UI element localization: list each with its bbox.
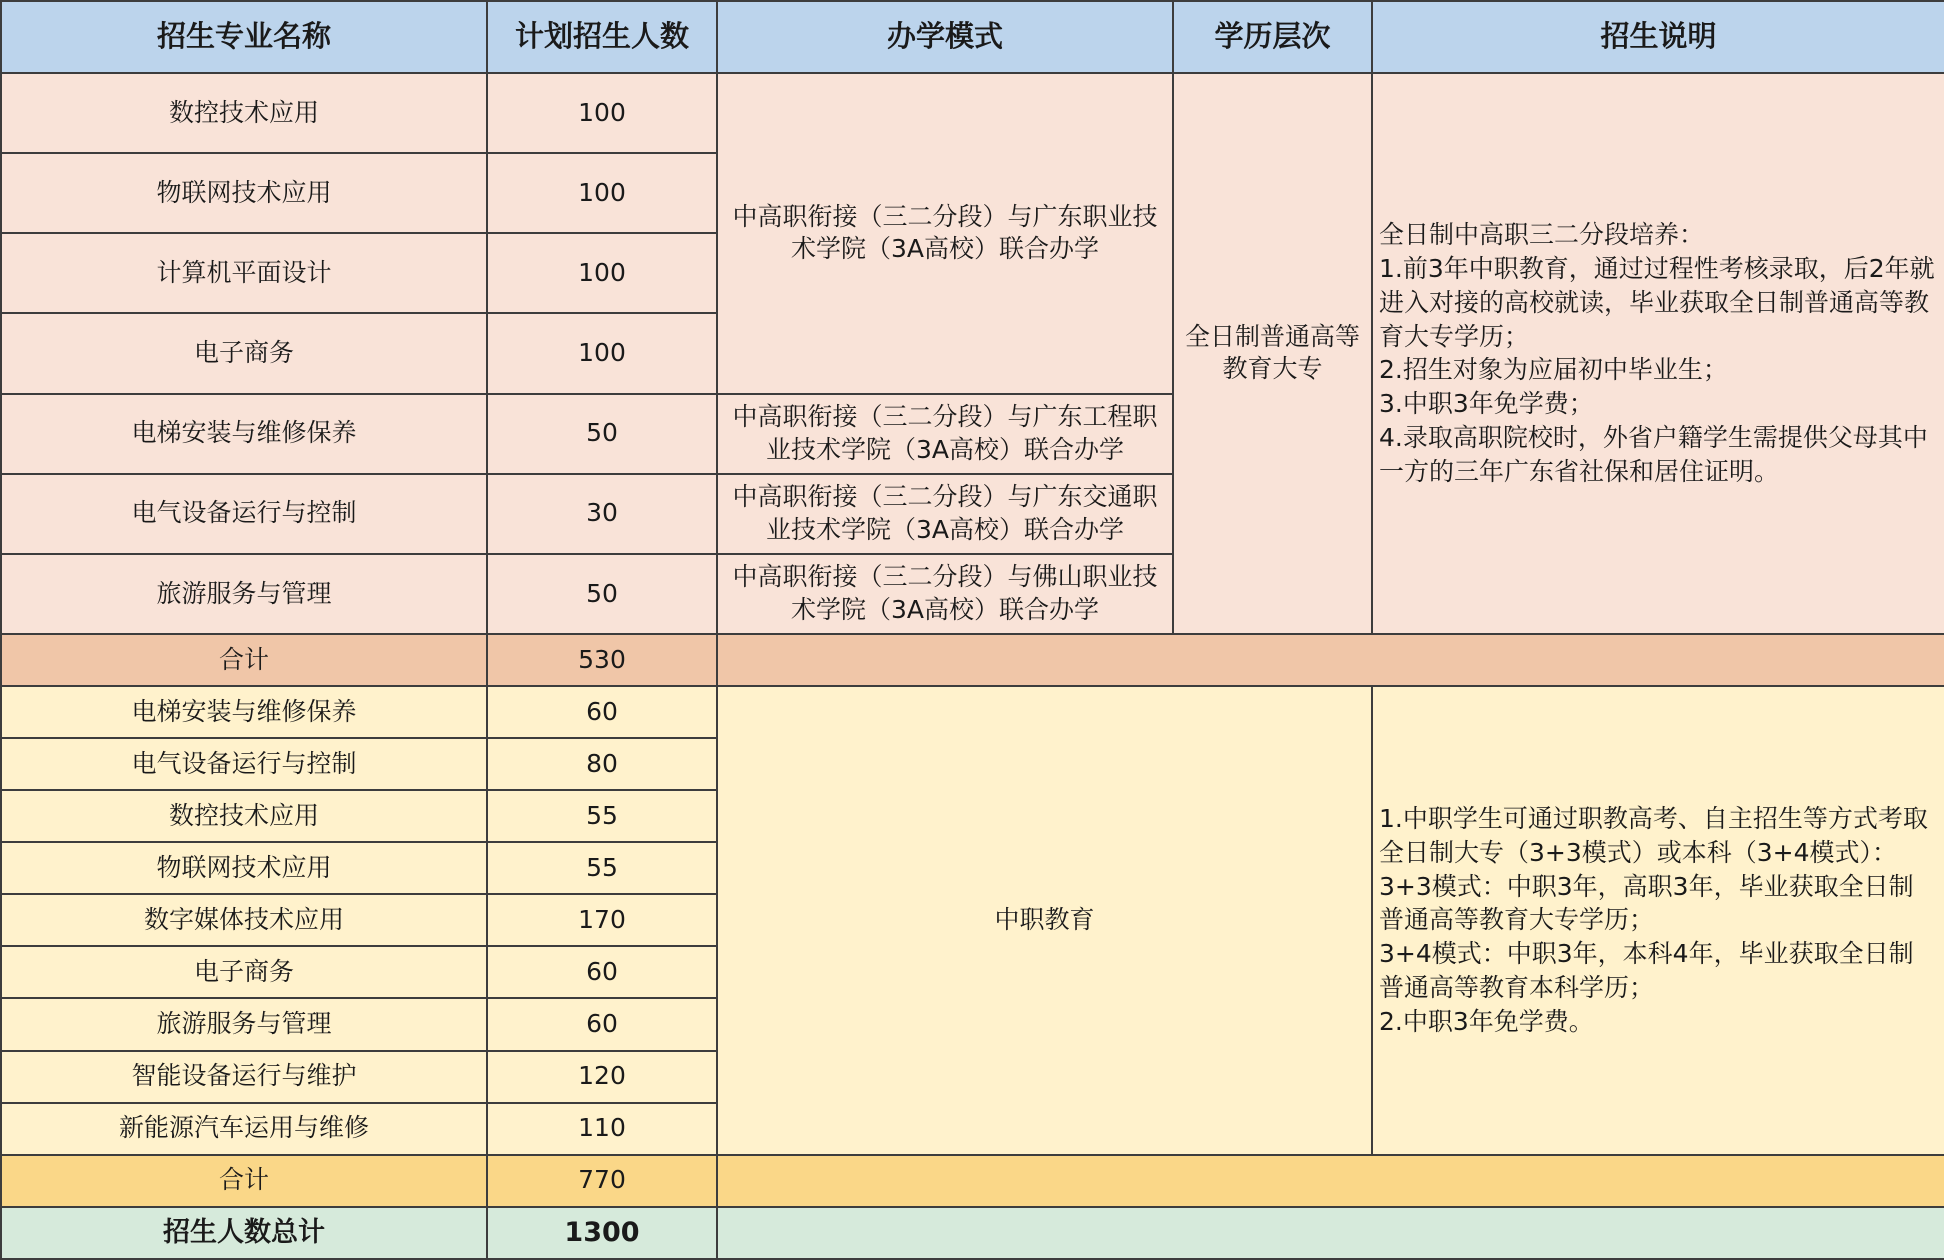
major-cell: 数控技术应用 xyxy=(1,790,487,842)
count-cell: 60 xyxy=(487,998,717,1050)
count-cell: 100 xyxy=(487,313,717,393)
count-cell: 60 xyxy=(487,686,717,738)
count-cell: 80 xyxy=(487,738,717,790)
table-row xyxy=(1,73,1944,153)
header-note: 招生说明 xyxy=(1372,1,1944,73)
subtotal-row xyxy=(1,1155,1944,1207)
count-cell: 30 xyxy=(487,474,717,554)
count-cell: 50 xyxy=(487,394,717,474)
major-cell: 数字媒体技术应用 xyxy=(1,894,487,946)
level-cell: 全日制普通高等教育大专 xyxy=(1173,73,1372,634)
mode-cell: 中高职衔接（三二分段）与广东工程职业技术学院（3A高校）联合办学 xyxy=(717,394,1173,474)
count-cell: 100 xyxy=(487,73,717,153)
mode-cell: 中高职衔接（三二分段）与广东职业技术学院（3A高校）联合办学 xyxy=(717,73,1173,394)
note-cell: 1.中职学生可通过职教高考、自主招生等方式考取全日制大专（3+3模式）或本科（3+4模式）： 3+3模式：中职3年，高职3年，毕业获取全日制普通高等教育大专学历； 3+4模式：中职3年，本科4年，毕业获取全日制普通高等教育本科学历； 2.中职3年免学费。 xyxy=(1372,686,1944,1155)
subtotal-label: 合计 xyxy=(1,1155,487,1207)
subtotal-empty xyxy=(717,1155,1944,1207)
grand-total-row xyxy=(1,1207,1944,1259)
header-row xyxy=(1,1,1944,73)
subtotal-empty xyxy=(717,634,1944,686)
count-cell: 55 xyxy=(487,790,717,842)
note-cell: 全日制中高职三二分段培养： 1.前3年中职教育，通过过程性考核录取，后2年就进入对接的高校就读，毕业获取全日制普通高等教育大专学历； 2.招生对象为应届初中毕业生； 3.中职3年免学费； 4.录取高职院校时，外省户籍学生需提供父母其中一方的三年广东省社保和居住证明。 xyxy=(1372,73,1944,634)
major-cell: 物联网技术应用 xyxy=(1,842,487,894)
count-cell: 55 xyxy=(487,842,717,894)
count-cell: 60 xyxy=(487,946,717,998)
table-row xyxy=(1,686,1944,738)
subtotal-value: 770 xyxy=(487,1155,717,1207)
major-cell: 智能设备运行与维护 xyxy=(1,1051,487,1103)
count-cell: 50 xyxy=(487,554,717,634)
mode-cell: 中高职衔接（三二分段）与广东交通职业技术学院（3A高校）联合办学 xyxy=(717,474,1173,554)
major-cell: 物联网技术应用 xyxy=(1,153,487,233)
grand-total-label: 招生人数总计 xyxy=(1,1207,487,1259)
count-cell: 100 xyxy=(487,233,717,313)
count-cell: 170 xyxy=(487,894,717,946)
count-cell: 100 xyxy=(487,153,717,233)
header-level: 学历层次 xyxy=(1173,1,1372,73)
major-cell: 旅游服务与管理 xyxy=(1,554,487,634)
header-count: 计划招生人数 xyxy=(487,1,717,73)
major-cell: 数控技术应用 xyxy=(1,73,487,153)
major-cell: 计算机平面设计 xyxy=(1,233,487,313)
count-cell: 110 xyxy=(487,1103,717,1155)
major-cell: 电气设备运行与控制 xyxy=(1,738,487,790)
grand-total-empty xyxy=(717,1207,1944,1259)
mode-cell: 中高职衔接（三二分段）与佛山职业技术学院（3A高校）联合办学 xyxy=(717,554,1173,634)
major-cell: 新能源汽车运用与维修 xyxy=(1,1103,487,1155)
grand-total-value: 1300 xyxy=(487,1207,717,1259)
mode-cell: 中职教育 xyxy=(717,686,1372,1155)
subtotal-row xyxy=(1,634,1944,686)
major-cell: 电梯安装与维修保养 xyxy=(1,394,487,474)
major-cell: 旅游服务与管理 xyxy=(1,998,487,1050)
major-cell: 电子商务 xyxy=(1,313,487,393)
header-mode: 办学模式 xyxy=(717,1,1173,73)
major-cell: 电梯安装与维修保养 xyxy=(1,686,487,738)
major-cell: 电气设备运行与控制 xyxy=(1,474,487,554)
header-major: 招生专业名称 xyxy=(1,1,487,73)
major-cell: 电子商务 xyxy=(1,946,487,998)
subtotal-value: 530 xyxy=(487,634,717,686)
subtotal-label: 合计 xyxy=(1,634,487,686)
count-cell: 120 xyxy=(487,1051,717,1103)
